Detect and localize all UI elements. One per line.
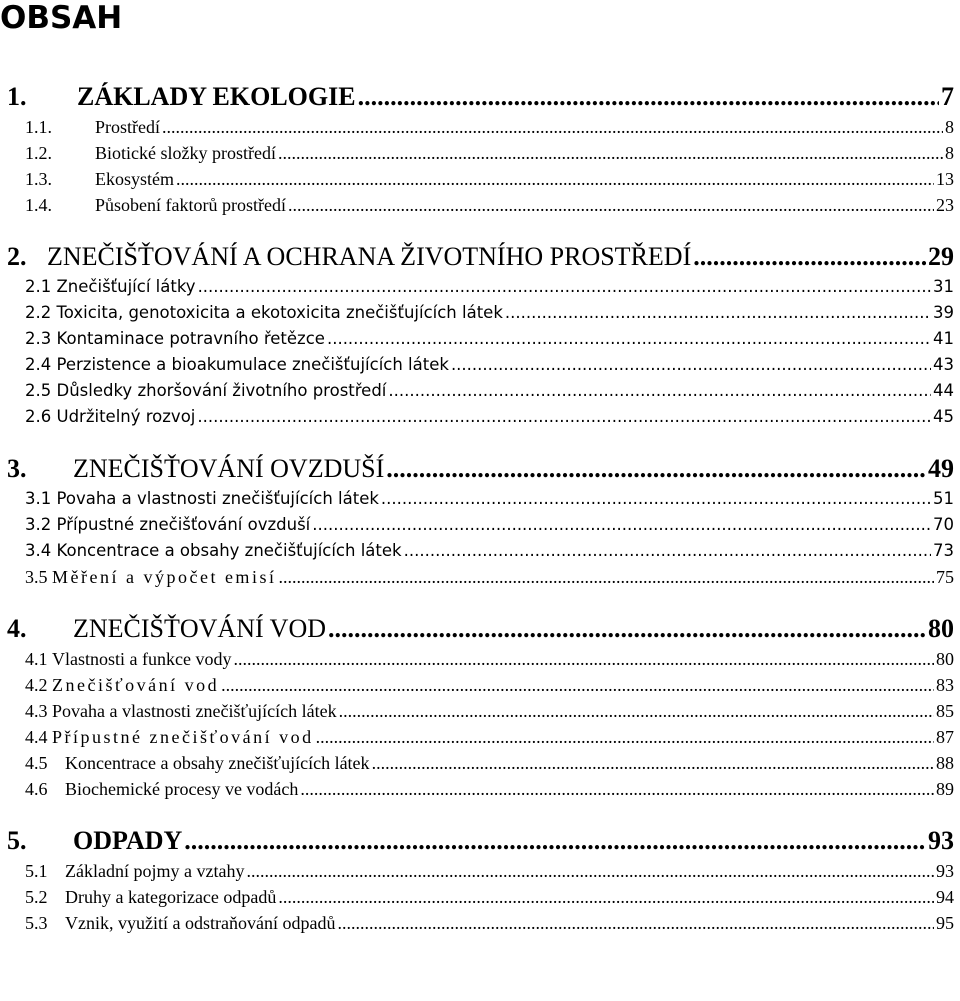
chapter-number: 1. [7,82,27,111]
dot-leader [316,726,934,748]
toc-entry[interactable] [0,774,960,800]
toc-entry[interactable] [0,562,960,588]
toc-entry[interactable] [0,696,960,722]
toc-entry[interactable] [0,350,960,376]
entry-number: 4.1 [25,649,48,669]
entry-title: Ekosystém [95,169,174,189]
toc-entry[interactable] [0,138,960,164]
entry-title: Povaha a vlastnosti znečišťujících látek [52,701,337,721]
chapter-number: 5. [7,826,27,855]
entry-number: 2.1 [25,277,52,296]
entry-page: 73 [933,541,954,560]
dot-leader [300,778,934,800]
page-title: OBSAH [0,0,123,36]
entry-number: 1.4. [25,195,52,215]
entry-page: 89 [936,779,954,799]
chapter-title: ZNEČIŠŤOVÁNÍ VOD [73,614,327,643]
entry-page: 83 [936,675,954,695]
toc-chapter[interactable] [0,604,960,644]
dot-leader [693,242,926,272]
toc-entry[interactable] [0,882,960,908]
entry-title: Působení faktorů prostředí [95,195,286,215]
toc-entry[interactable] [0,644,960,670]
entry-title: Přípustné znečišťování vod [52,727,314,747]
entry-page: 93 [936,861,954,881]
dot-leader [184,826,926,856]
entry-page: 95 [936,913,954,933]
entry-title: Povaha a vlastnosti znečišťujících látek [56,489,379,508]
entry-title: Toxicita, genotoxicita a ekotoxicita znečišťujících látek [56,303,503,322]
entry-title: Perzistence a bioakumulace znečišťujících látek [56,355,449,374]
entry-number: 4.6 [25,779,48,799]
toc-entry[interactable] [0,376,960,402]
entry-number: 3.2 [25,515,52,534]
dot-leader [328,614,926,644]
dot-leader [278,566,934,588]
chapter-title: ODPADY [73,826,183,855]
dot-leader [278,886,934,908]
toc-entry[interactable] [0,484,960,510]
chapter-number: 2. [7,242,27,271]
toc-chapter[interactable] [0,76,960,112]
dot-leader [388,380,931,402]
entry-title: Přípustné znečišťování ovzduší [56,515,311,534]
entry-number: 2.4 [25,355,52,374]
entry-page: 75 [936,567,954,587]
entry-title: Koncentrace a obsahy znečišťujících látek [56,541,402,560]
chapter-title: ZNEČIŠŤOVÁNÍ A OCHRANA ŽIVOTNÍHO PROSTŘEDÍ [47,242,692,271]
entry-number: 4.3 [25,701,48,721]
entry-page: 87 [936,727,954,747]
entry-number: 1.3. [25,169,52,189]
entry-number: 1.2. [25,143,52,163]
entry-number: 5.1 [25,861,48,881]
dot-leader [162,116,943,138]
entry-page: 44 [933,381,954,400]
entry-title: Znečišťování vod [52,675,220,695]
toc-entry[interactable] [0,272,960,298]
entry-number: 3.5 [25,567,48,587]
entry-title: Druhy a kategorizace odpadů [65,887,277,907]
dot-leader [386,454,926,484]
chapter-page: 7 [941,82,954,111]
toc-entry[interactable] [0,536,960,562]
toc-entry[interactable] [0,856,960,882]
entry-title: Biotické složky prostředí [95,143,276,163]
entry-title: Základní pojmy a vztahy [65,861,245,881]
toc-entry[interactable] [0,402,960,428]
entry-page: 8 [945,117,954,137]
dot-leader [339,700,934,722]
chapter-title: ZÁKLADY EKOLOGIE [77,82,356,111]
entry-page: 41 [933,329,954,348]
entry-page: 51 [933,489,954,508]
entry-page: 23 [936,195,954,215]
dot-leader [358,82,939,112]
toc-chapter[interactable] [0,232,960,272]
dot-leader [221,674,934,696]
dot-leader [197,406,931,428]
dot-leader [337,912,934,934]
entry-number: 1.1. [25,117,52,137]
entry-number: 2.6 [25,407,52,426]
toc-entry[interactable] [0,748,960,774]
entry-title: Biochemické procesy ve vodách [65,779,299,799]
entry-title: Důsledky zhoršování životního prostředí [56,381,387,400]
chapter-page: 93 [928,826,954,855]
entry-number: 3.1 [25,489,52,508]
entry-page: 85 [936,701,954,721]
chapter-number: 3. [7,454,27,483]
entry-title: Vznik, využití a odstraňování odpadů [65,913,336,933]
entry-number: 2.3 [25,329,52,348]
entry-page: 94 [936,887,954,907]
toc-entry[interactable] [0,164,960,190]
entry-title: Koncentrace a obsahy znečišťujících látek [65,753,370,773]
toc-entry[interactable] [0,510,960,536]
entry-number: 4.4 [25,727,48,747]
entry-page: 31 [933,277,954,296]
entry-number: 5.3 [25,913,48,933]
entry-page: 43 [933,355,954,374]
entry-page: 39 [933,303,954,322]
entry-number: 4.2 [25,675,48,695]
entry-number: 2.5 [25,381,52,400]
entry-title: Znečišťující látky [56,277,196,296]
toc-entry[interactable] [0,324,960,350]
dot-leader [372,752,934,774]
toc-entry[interactable] [0,670,960,696]
toc-entry[interactable] [0,112,960,138]
dot-leader [233,648,934,670]
chapter-page: 29 [928,242,954,271]
entry-number: 5.2 [25,887,48,907]
entry-number: 4.5 [25,753,48,773]
dot-leader [312,514,931,536]
entry-title: Kontaminace potravního řetězce [56,329,325,348]
toc-entry[interactable] [0,908,960,934]
table-of-contents [0,76,960,934]
chapter-number: 4. [7,614,27,643]
dot-leader [198,276,931,298]
chapter-page: 80 [928,614,954,643]
dot-leader [404,540,931,562]
toc-entry[interactable] [0,722,960,748]
dot-leader [381,488,931,510]
entry-title: Vlastnosti a funkce vody [52,649,232,669]
dot-leader [505,302,931,324]
dot-leader [176,168,934,190]
entry-page: 70 [933,515,954,534]
entry-number: 2.2 [25,303,52,322]
entry-page: 80 [936,649,954,669]
dot-leader [451,354,931,376]
entry-title: Udržitelný rozvoj [56,407,196,426]
dot-leader [327,328,931,350]
entry-page: 45 [933,407,954,426]
chapter-page: 49 [928,454,954,483]
entry-page: 88 [936,753,954,773]
entry-title: Prostředí [95,117,160,137]
entry-title: Měření a výpočet emisí [52,567,277,587]
entry-page: 13 [936,169,954,189]
dot-leader [288,194,934,216]
toc-chapter[interactable] [0,816,960,856]
entry-page: 8 [945,143,954,163]
entry-number: 3.4 [25,541,52,560]
dot-leader [246,860,934,882]
chapter-title: ZNEČIŠŤOVÁNÍ OVZDUŠÍ [73,454,385,483]
dot-leader [278,142,943,164]
toc-entry[interactable] [0,298,960,324]
toc-entry[interactable] [0,190,960,216]
toc-chapter[interactable] [0,444,960,484]
